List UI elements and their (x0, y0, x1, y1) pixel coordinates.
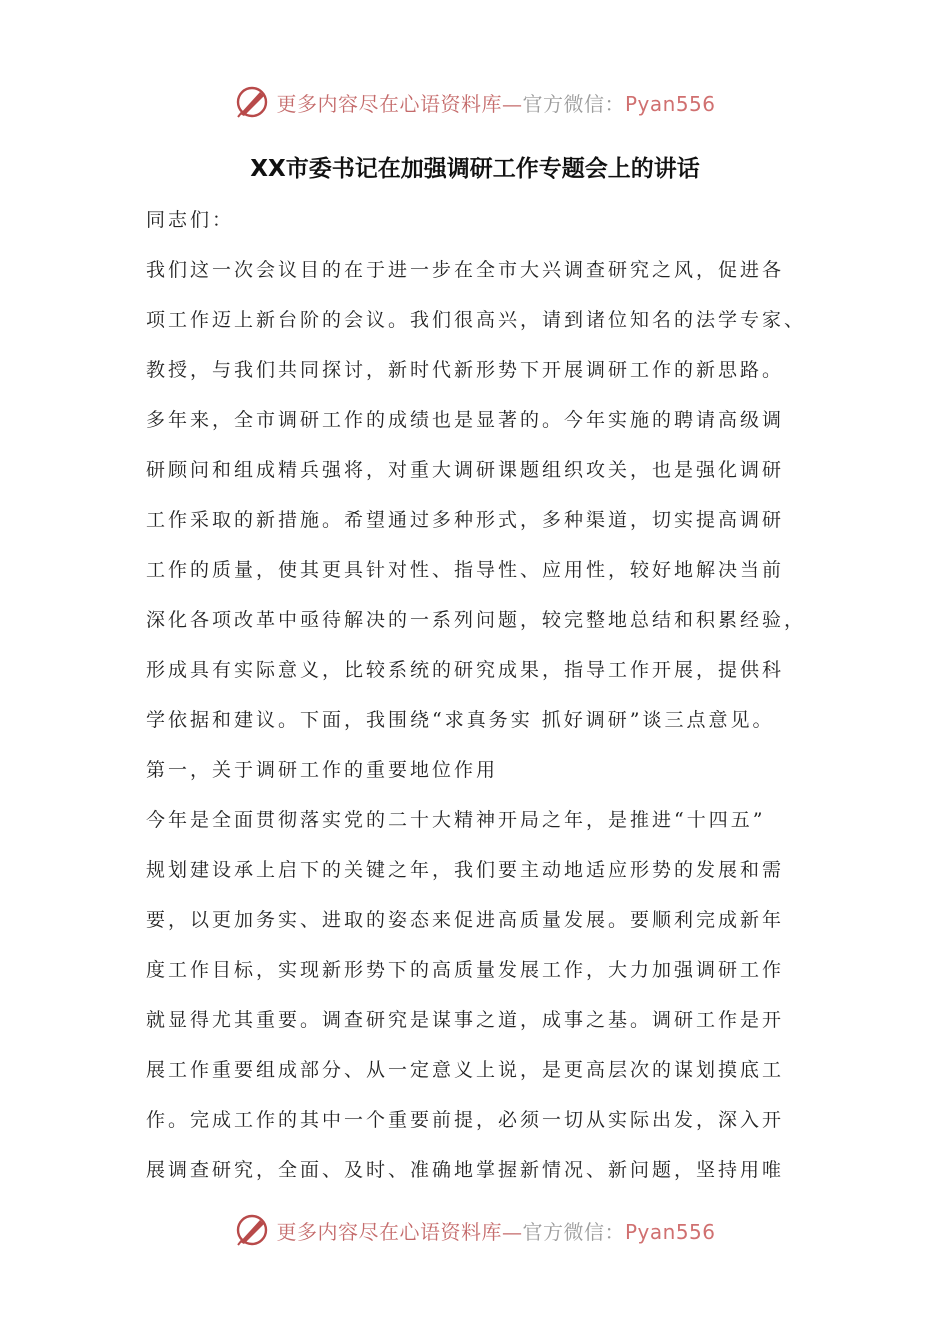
banner-text (276, 1216, 715, 1245)
body-line: 今年是全面贯彻落实党的二十大精神开局之年，是推进“十四五” (146, 809, 766, 831)
footer-banner (0, 1208, 950, 1252)
body-line: 多年来，全市调研工作的成绩也是显著的。今年实施的聘请高级调 (146, 409, 785, 431)
banner-dash: — (501, 91, 523, 116)
document-body (146, 195, 826, 1195)
banner-slogan: 更多内容尽在心语资料库 (276, 1219, 502, 1244)
body-line: 研顾问和组成精兵强将，对重大调研课题组织攻关，也是强化调研 (146, 459, 785, 481)
banner-text (276, 88, 715, 117)
body-line: 规划建设承上启下的关键之年，我们要主动地适应形势的发展和需 (146, 859, 785, 881)
body-line: 同志们： (146, 209, 235, 231)
banner-dash: — (501, 1219, 523, 1244)
banner-slogan: 更多内容尽在心语资料库 (276, 91, 502, 116)
body-line: 学依据和建议。下面，我围绕“求真务实 抓好调研”谈三点意见。 (146, 709, 775, 731)
body-line: 工作采取的新措施。希望通过多种形式，多种渠道，切实提高调研 (146, 509, 785, 531)
body-line: 第一，关于调研工作的重要地位作用 (146, 759, 499, 781)
document-title: XX市委书记在加强调研工作专题会上的讲话 (250, 156, 700, 182)
body-line: 展工作重要组成部分、从一定意义上说，是更高层次的谋划摸底工 (146, 1059, 785, 1081)
body-line: 展调查研究，全面、及时、准确地掌握新情况、新问题，坚持用唯 (146, 1159, 785, 1181)
body-line: 项工作迈上新台阶的会议。我们很高兴，请到诸位知名的法学专家、 (146, 309, 807, 331)
header-banner (0, 80, 950, 124)
banner-wechat-label: 官方微信： (522, 91, 625, 116)
body-line: 教授，与我们共同探讨，新时代新形势下开展调研工作的新思路。 (146, 359, 785, 381)
banner-wechat-id: Pyan556 (624, 91, 716, 116)
body-line: 度工作目标，实现新形势下的高质量发展工作，大力加强调研工作 (146, 959, 785, 981)
body-line: 要，以更加务实、进取的姿态来促进高质量发展。要顺利完成新年 (146, 909, 785, 931)
pen-logo-icon (234, 1212, 270, 1248)
body-line: 就显得尤其重要。调查研究是谋事之道，成事之基。调研工作是开 (146, 1009, 785, 1031)
banner-wechat-label: 官方微信： (522, 1219, 625, 1244)
body-line: 深化各项改革中亟待解决的一系列问题，较完整地总结和积累经验， (146, 609, 807, 631)
body-line: 作。完成工作的其中一个重要前提，必须一切从实际出发，深入开 (146, 1109, 785, 1131)
body-line: 形成具有实际意义，比较系统的研究成果，指导工作开展，提供科 (146, 659, 785, 681)
body-line: 工作的质量，使其更具针对性、指导性、应用性，较好地解决当前 (146, 559, 785, 581)
banner-wechat-id: Pyan556 (624, 1219, 716, 1244)
body-line: 我们这一次会议目的在于进一步在全市大兴调查研究之风，促进各 (146, 259, 785, 281)
pen-logo-icon (234, 84, 270, 120)
